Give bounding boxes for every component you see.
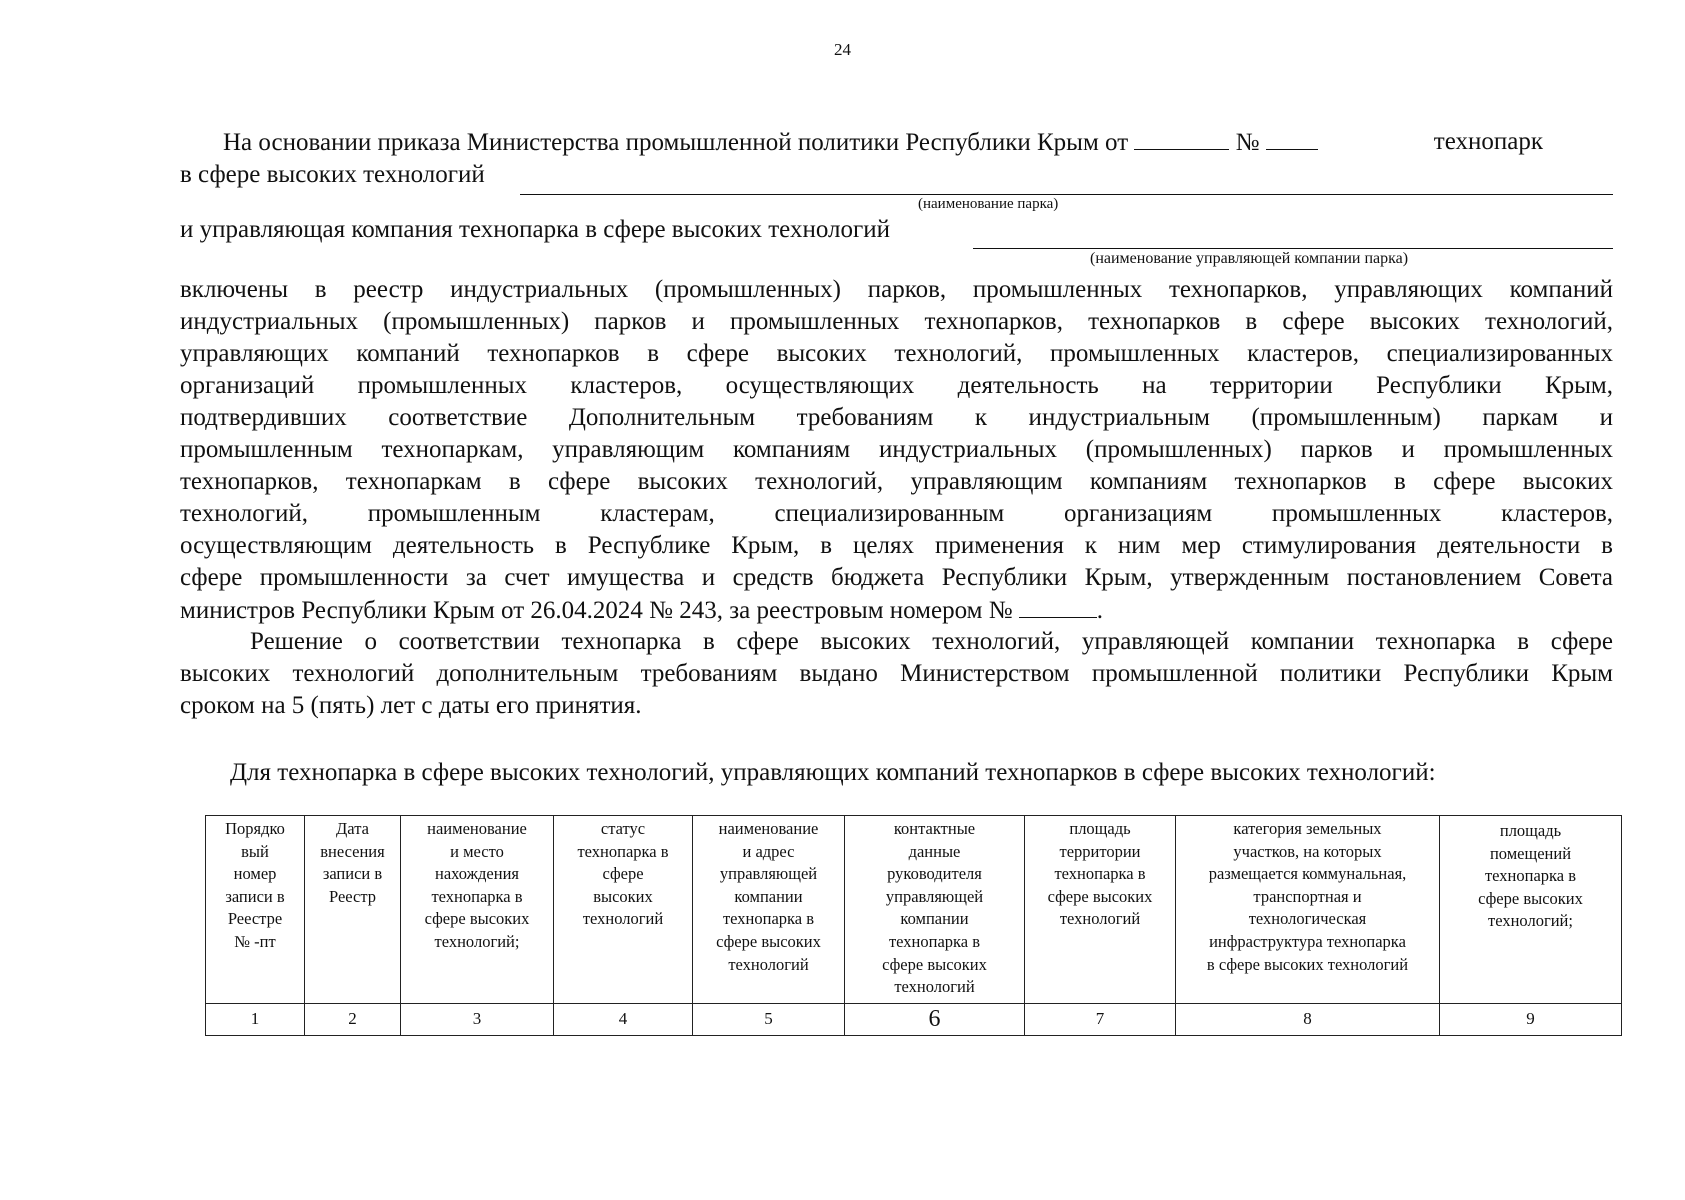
table-number-row: [206, 1004, 1622, 1036]
number-blank: [1266, 127, 1318, 150]
column-number-cell: 5: [693, 1004, 845, 1036]
header-cell-entry-date: Дата внесения записи в Реестр: [305, 816, 401, 1004]
header-cell-company-name-address: наименование и адрес управляющей компании технопарка в сфере высоких технологий: [693, 816, 845, 1004]
company-name-blank: [973, 226, 1613, 249]
header-cell-contact-data: контактные данные руководителя управляющей компании технопарка в сфере высоких технологий: [845, 816, 1025, 1004]
body-last-end: .: [1096, 597, 1104, 624]
header-cell-park-name-location: наименование и место нахождения технопарка в сфере высоких технологий;: [401, 816, 554, 1004]
body-line-7: технопарков, технопаркам в сфере высоких технологий, управляющим компаниям технопарков в сфере высоких: [180, 468, 1613, 495]
column-number-cell: 4: [554, 1004, 693, 1036]
park-name-blank: [520, 172, 1613, 195]
body-line-5: подтвердивших соответствие Дополнительным требованиям к индустриальным (промышленным) паркам и: [180, 404, 1613, 431]
intro-line-2: [180, 160, 485, 190]
page-number: 24: [834, 40, 851, 59]
body-line-6: промышленным технопаркам, управляющим компаниям индустриальных (промышленных) парков и промышленных: [180, 436, 1613, 463]
registry-table: [205, 815, 1622, 1036]
body-last-text: министров Республики Крым от 26.04.2024 № 243, за реестровым номером №: [180, 597, 1013, 624]
body-line-10: сфере промышленности за счет имущества и средств бюджета Республики Крым, утвержденным постановлением Совета: [180, 564, 1613, 591]
intro-line-3: [180, 215, 890, 245]
column-number-cell: 6: [845, 1004, 1025, 1036]
column-number-cell: 9: [1440, 1004, 1622, 1036]
column-number-cell: 7: [1025, 1004, 1176, 1036]
column-number-cell: 2: [305, 1004, 401, 1036]
body-line-2: индустриальных (промышленных) парков и промышленных технопарков, технопарков в сфере высоких технологий,: [180, 308, 1613, 335]
intro-text-1c: технопарк: [1433, 128, 1543, 155]
table-intro: Для технопарка в сфере высоких технологий, управляющих компаний технопарков в сфере высоких технологий:: [230, 759, 1436, 786]
column-number-cell: 3: [401, 1004, 554, 1036]
body-line-11: [180, 595, 1103, 626]
body-line-4: организаций промышленных кластеров, осуществляющих деятельность на территории Республики Крым,: [180, 372, 1613, 399]
decision-line-1: Решение о соответствии технопарка в сфере высоких технологий, управляющей компании технопарка в сфере: [250, 628, 1613, 655]
caption-company-name: (наименование управляющей компании парка): [1090, 250, 1409, 267]
body-line-8: технологий, промышленным кластерам, специализированным организациям промышленных кластеров,: [180, 500, 1613, 527]
intro-text-2: в сфере высоких технологий: [180, 161, 485, 188]
body-line-9: осуществляющим деятельность в Республике Крым, в целях применения к ним мер стимулирования деятельности в: [180, 532, 1613, 559]
header-cell-premises-area: площадь помещений технопарка в сфере высоких технологий;: [1440, 816, 1622, 1004]
registry-number-blank: [1019, 595, 1097, 618]
caption-park-name: (наименование парка): [918, 196, 1059, 212]
intro-text-3: и управляющая компания технопарка в сфере высоких технологий: [180, 216, 890, 243]
decision-line-3: сроком на 5 (пять) лет с даты его принятия.: [180, 692, 642, 719]
intro-line-1: [223, 127, 1543, 158]
date-blank: [1134, 127, 1229, 150]
body-line-3: управляющих компаний технопарков в сфере высоких технологий, промышленных кластеров, специализированных: [180, 340, 1613, 367]
header-cell-park-status: статус технопарка в сфере высоких технологий: [554, 816, 693, 1004]
column-number-cell: 1: [206, 1004, 305, 1036]
body-line-1: включены в реестр индустриальных (промышленных) парков, промышленных технопарков, управляющих компаний: [180, 276, 1613, 303]
header-cell-territory-area: площадь территории технопарка в сфере высоких технологий: [1025, 816, 1176, 1004]
column-number-cell: 8: [1176, 1004, 1440, 1036]
decision-line-2: высоких технологий дополнительным требованиям выдано Министерством промышленной политики Республики Крым: [180, 660, 1613, 687]
intro-text-1a: На основании приказа Министерства промышленной политики Республики Крым от: [223, 129, 1129, 156]
header-cell-land-category: категория земельных участков, на которых размещается коммунальная, транспортная и технологическая инфраструктура технопарка в сфере высоких технологий: [1176, 816, 1440, 1004]
intro-number-sign: №: [1235, 129, 1260, 156]
table-header-row: [206, 816, 1622, 1004]
header-cell-record-number: Порядко вый номер записи в Реестре № -пт: [206, 816, 305, 1004]
